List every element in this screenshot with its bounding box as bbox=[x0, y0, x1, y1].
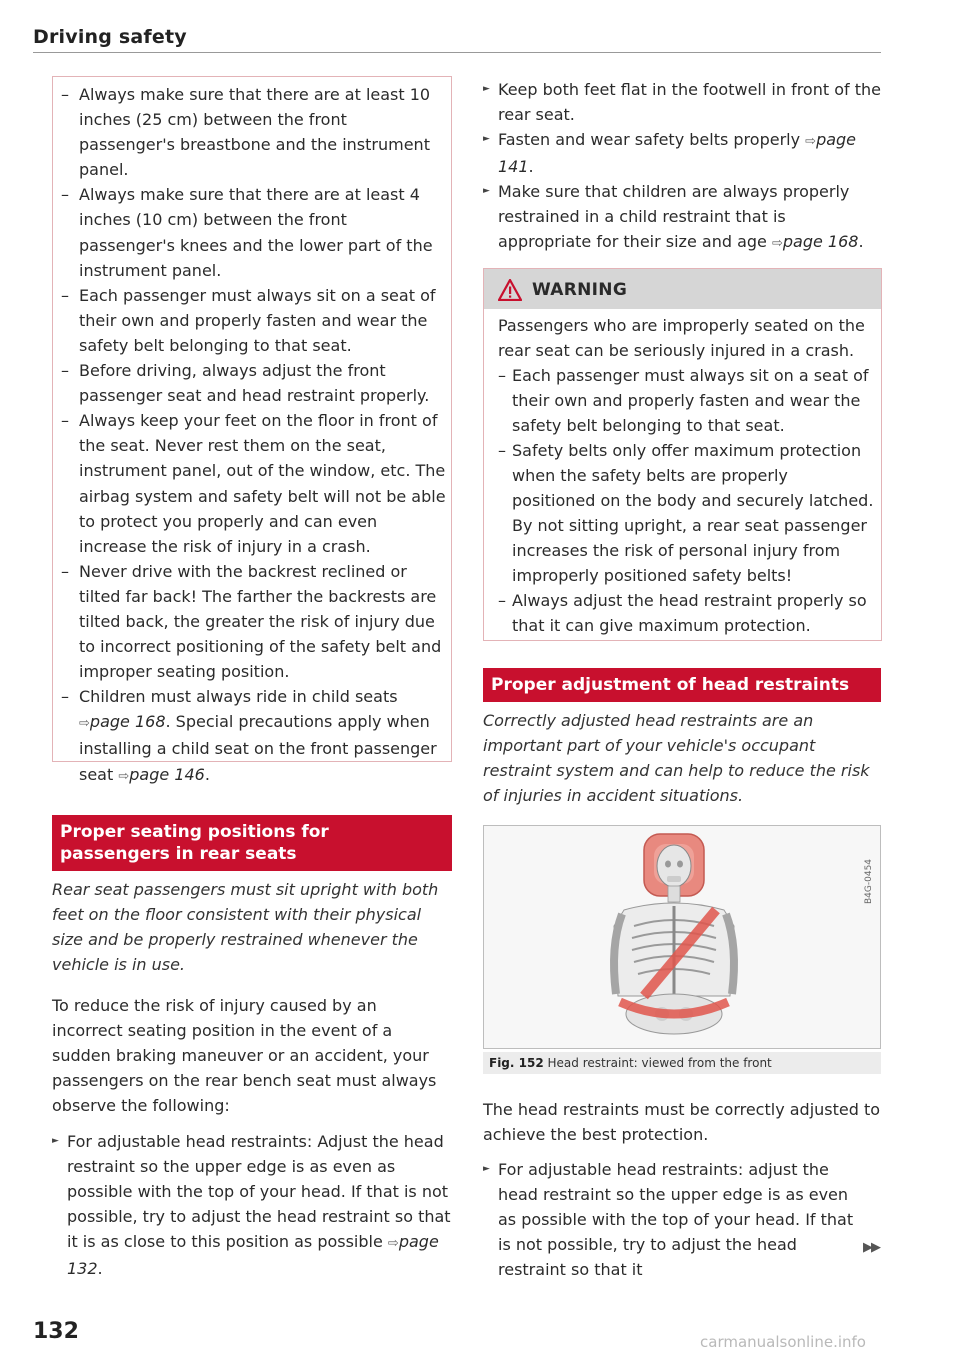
warning-triangle-icon bbox=[498, 279, 522, 301]
list-item-children bbox=[61, 684, 447, 788]
list-item: – Always make sure that there are at least 4 inches (10 cm) between the front passenger's knees and the lower part of the instrument panel. bbox=[61, 182, 447, 282]
bullet-item: ► Keep both feet flat in the footwell in front of the rear seat. bbox=[483, 77, 881, 127]
list-item: – Before driving, always adjust the front passenger seat and head restraint properly. bbox=[61, 358, 447, 408]
warning-list bbox=[498, 363, 876, 638]
section-intro-head-restraints: Correctly adjusted head restraints are an important part of your vehicle's occupant restraint system and can help to reduce the risk of injuries in accident situations. bbox=[483, 711, 870, 805]
left-info-list bbox=[61, 82, 447, 789]
warning-box bbox=[483, 268, 882, 641]
header-rule bbox=[33, 52, 881, 53]
figure-head-restraint bbox=[483, 825, 881, 1049]
bullet-text: Make sure that children are always properly restrained in a child restraint that is appropriate for their size and age bbox=[498, 182, 850, 251]
page-ref-arrow-icon: ⇨ bbox=[805, 134, 817, 149]
page-ref-link[interactable]: page 146 bbox=[129, 764, 205, 784]
head-restraint-illustration bbox=[484, 826, 880, 1048]
bullet-item bbox=[52, 1129, 452, 1281]
list-item: – Always make sure that there are at least 10 inches (25 cm) between the front passenger's breastbone and the instrument panel. bbox=[61, 82, 447, 182]
section-intro-rear-seats: Rear seat passengers must sit upright with both feet on the floor consistent with their physical size and be properly restrained whenever the vehicle is in use. bbox=[52, 880, 439, 974]
page-ref-arrow-icon: ⇨ bbox=[118, 768, 130, 784]
bullet-item bbox=[483, 127, 881, 179]
children-text-b: . Special precautions apply when installing a child seat on the front passenger seat bbox=[79, 712, 437, 784]
page-ref-link[interactable]: page 132 bbox=[67, 1232, 439, 1278]
right-top-bullets bbox=[483, 77, 881, 256]
warning-intro: Passengers who are improperly seated on the rear seat can be seriously injured in a crash. bbox=[498, 316, 865, 360]
page-ref-link[interactable]: page 168 bbox=[89, 712, 166, 732]
page-number: 132 bbox=[33, 1319, 79, 1344]
figure-code: B4G-0454 bbox=[864, 858, 874, 904]
list-item: – Always adjust the head restraint properly so that it can give maximum protection. bbox=[498, 588, 876, 638]
page-ref-arrow-icon: ⇨ bbox=[771, 236, 783, 251]
list-item: – Each passenger must always sit on a seat of their own and properly fasten and wear the safety belt belonging to that seat. bbox=[498, 363, 876, 438]
list-item: – Always keep your feet on the floor in front of the seat. Never rest them on the seat, instrument panel, out of the window, etc. The airbag system and safety belt will not be able to protect you properly and can even increase the risk of injury in a crash. bbox=[61, 408, 447, 559]
bullet-item bbox=[483, 179, 881, 256]
warning-header bbox=[484, 269, 881, 309]
bullet-text: Fasten and wear safety belts properly bbox=[498, 130, 801, 149]
page-ref-arrow-icon: ⇨ bbox=[387, 1236, 399, 1251]
children-text-a: Children must always ride in child seats bbox=[79, 687, 398, 707]
bullet-end: . bbox=[528, 157, 534, 176]
warning-body bbox=[498, 313, 876, 638]
page-ref-link[interactable]: page 168 bbox=[782, 232, 859, 251]
continued-arrow-icon[interactable]: ▶▶ bbox=[863, 1240, 879, 1255]
warning-title: WARNING bbox=[532, 280, 628, 300]
head-restraints-paragraph: The head restraints must be correctly adjusted to achieve the best protection. bbox=[483, 1100, 881, 1144]
bullet-text: For adjustable head restraints: Adjust the head restraint so the upper edge is as even as possible with the top of your head. If that is not possible, try to adjust the head restraint so that it is as close to this position as possible bbox=[67, 1132, 451, 1251]
list-item: – Never drive with the backrest reclined or tilted far back! The farther the backrests are tilted back, the greater the risk of injury due to incorrect positioning of the safety belt and improper seating position. bbox=[61, 559, 447, 684]
page-ref-link[interactable]: page 141 bbox=[498, 130, 857, 176]
figure-caption bbox=[483, 1052, 881, 1074]
section-heading-head-restraints: Proper adjustment of head restraints bbox=[483, 668, 881, 702]
section-heading-rear-seats: Proper seating positions for passengers in rear seats bbox=[52, 815, 452, 871]
bullet-end: . bbox=[97, 1259, 103, 1278]
figure-label: Fig. 152 bbox=[489, 1056, 544, 1070]
list-item: – Safety belts only offer maximum protection when the safety belts are properly positioned on the body and securely latched. By not sitting upright, a rear seat passenger increases the risk of personal injury from improperly positioned safety belts! bbox=[498, 438, 876, 588]
bullet-end: . bbox=[858, 232, 864, 251]
page-ref-arrow-icon: ⇨ bbox=[79, 716, 90, 732]
section-header-title: Driving safety bbox=[33, 26, 187, 48]
figure-caption-text: Head restraint: viewed from the front bbox=[547, 1056, 772, 1070]
head-restraints-bullets bbox=[483, 1157, 868, 1282]
children-text-c: . bbox=[204, 764, 210, 784]
watermark: carmanualsonline.info bbox=[700, 1333, 866, 1351]
rear-seats-bullets bbox=[52, 1129, 452, 1281]
bullet-item: ► For adjustable head restraints: adjust the head restraint so the upper edge is as even as possible with the top of your head. If that is not possible, try to adjust the head restraint so that it bbox=[483, 1157, 868, 1282]
rear-seats-paragraph: To reduce the risk of injury caused by an incorrect seating position in the event of a sudden braking maneuver or an accident, your passengers on the rear bench seat must always observe the following: bbox=[52, 996, 437, 1115]
list-item: – Each passenger must always sit on a seat of their own and properly fasten and wear the safety belt belonging to that seat. bbox=[61, 283, 447, 358]
